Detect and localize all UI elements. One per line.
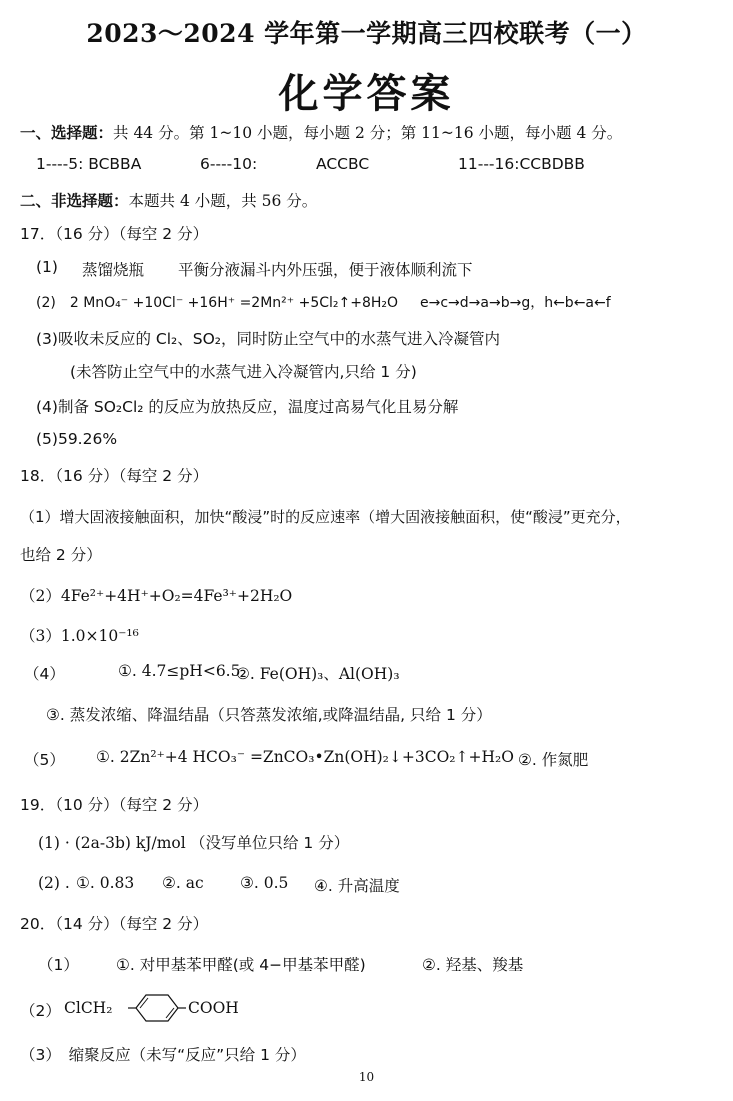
q20-3: （3） 缩聚反应（未写“反应”只给 1 分） — [20, 1046, 306, 1064]
document-title: 2023～2024 学年第一学期高三四校联考（一） — [86, 19, 647, 48]
q20-2-left-group: ClCH₂ — [64, 999, 113, 1017]
q18-1-cont: 也给 2 分） — [20, 546, 102, 564]
q17-4: (4)制备 SO₂Cl₂ 的反应为放热反应，温度过高易气化且易分解 — [36, 398, 459, 416]
answer-11-16: 11---16:CCBDBB — [458, 155, 585, 173]
section2-desc: 本题共 4 小题，共 56 分。 — [128, 192, 318, 210]
answer-6-10-value: ACCBC — [316, 155, 370, 173]
q19-2-answer-d: ④. 升高温度 — [314, 877, 400, 895]
q18-1: （1）增大固液接触面积，加快“酸浸”时的反应速率（增大固液接触面积，使“酸浸”更充分， — [20, 508, 631, 526]
answer-6-10-label: 6----10: — [200, 155, 258, 173]
q19-1: (1) · (2a-3b) kJ/mol — [38, 834, 186, 852]
document-subtitle: 化学答案 — [278, 70, 455, 117]
q19-1-note: （没写单位只给 1 分） — [190, 834, 350, 852]
q19-2-answer-c: ③. 0.5 — [240, 874, 289, 892]
q18-4-num: （4） — [24, 665, 65, 683]
q17-header: 17．（16 分）（每空 2 分） — [20, 225, 209, 243]
answer-1-5: 1----5: BCBBA — [36, 155, 142, 173]
q19-2-answer-b: ②. ac — [162, 874, 204, 892]
q18-header: 18．（16 分）（每空 2 分） — [20, 467, 209, 485]
q17-5: (5)59.26% — [36, 430, 118, 448]
q18-3: （3）1.0×10⁻¹⁶ — [20, 627, 139, 645]
page-number: 10 — [358, 1070, 375, 1084]
q17-3: (3)吸收未反应的 Cl₂、SO₂，同时防止空气中的水蒸气进入冷凝管内 — [36, 330, 500, 348]
section2-heading: 二、非选择题： — [20, 191, 129, 210]
q18-4-answer-a: ①. 4.7≤pH<6.5 — [118, 662, 241, 680]
q18-2: （2）4Fe²⁺+4H⁺+O₂=4Fe³⁺+2H₂O — [20, 587, 293, 605]
q18-5-answer-b: ②. 作氮肥 — [518, 751, 589, 769]
q19-2-answer-a: ①. 0.83 — [76, 874, 135, 892]
q18-4-answer-b: ②. Fe(OH)₃、Al(OH)₃ — [236, 665, 400, 683]
section1-desc: 共 44 分。第 1~10 小题，每小题 2 分；第 11~16 小题，每小题 4 分。 — [113, 124, 623, 142]
q20-2-right-group: COOH — [188, 999, 239, 1017]
section1-heading: 一、选择题： — [20, 123, 114, 142]
section2-line — [20, 189, 317, 211]
q18-5-answer-a: ①. 2Zn²⁺+4 HCO₃⁻ =ZnCO₃•Zn(OH)₂↓+3CO₂↑+H₂O — [96, 748, 514, 766]
q17-3-note: (未答防止空气中的水蒸气进入冷凝管内,只给 1 分) — [70, 363, 417, 381]
q19-2-num: (2) . — [38, 874, 70, 892]
q17-1-answer-b: 平衡分液漏斗内外压强，便于液体顺利流下 — [178, 261, 473, 279]
q18-4-answer-c: ③. 蒸发浓缩、降温结晶（只答蒸发浓缩,或降温结晶, 只给 1 分） — [46, 706, 492, 724]
q20-1-answer-a: ①. 对甲基苯甲醛(或 4−甲基苯甲醛) — [116, 956, 366, 974]
q17-2-order: e→c→d→a→b→g，h←b←a←f — [420, 295, 611, 311]
benzene-ring-structure — [128, 993, 186, 1023]
q17-2-equation: (2) 2 MnO₄⁻ +10Cl⁻ +16H⁺ =2Mn²⁺ +5Cl₂↑+8H₂O — [36, 295, 399, 311]
q20-2-num: （2） — [20, 1002, 61, 1020]
q17-1-answer-a: 蒸馏烧瓶 — [82, 261, 145, 279]
q20-1-answer-b: ②. 羟基、羧基 — [422, 956, 524, 974]
q18-5-num: （5） — [24, 751, 65, 769]
q20-1-num: （1） — [38, 956, 79, 974]
q17-1-num: (1) — [36, 258, 58, 276]
q20-header: 20．（14 分）（每空 2 分） — [20, 915, 209, 933]
q19-header: 19．（10 分）（每空 2 分） — [20, 796, 209, 814]
section1-line — [20, 121, 622, 143]
